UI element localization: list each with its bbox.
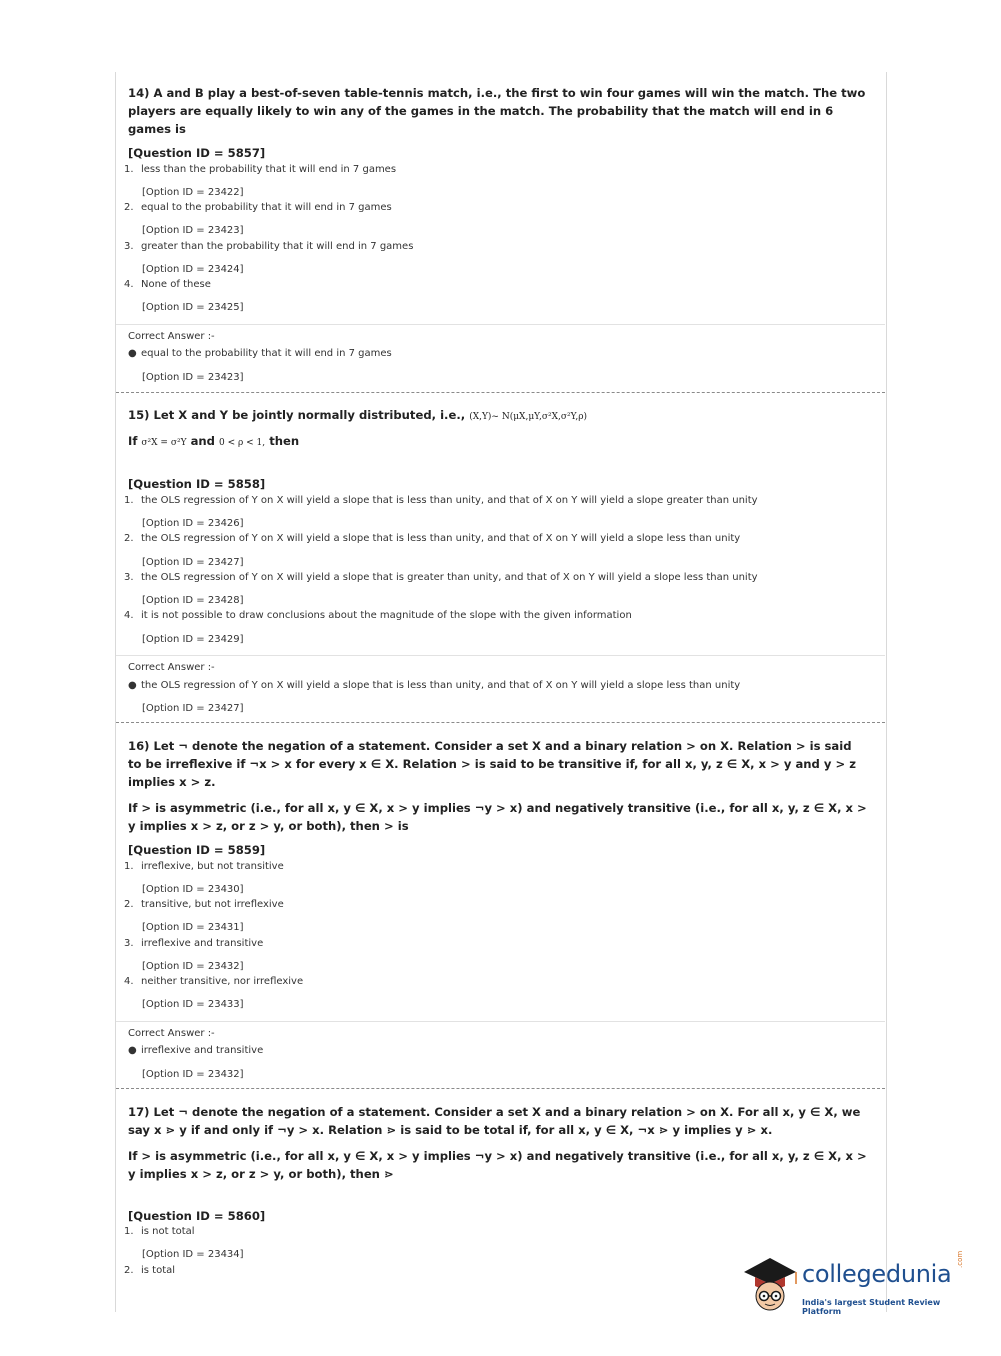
mascot-graduation-cap-icon [740, 1250, 800, 1320]
q16-option-1-id: [Option ID = 23430] [142, 884, 244, 895]
logo-dotcom: .com [956, 1250, 964, 1268]
q17-option-1[interactable]: 1. is not total [124, 1226, 195, 1237]
collegedunia-logo[interactable] [740, 1250, 980, 1322]
q17-option-1-id: [Option ID = 23434] [142, 1249, 244, 1260]
q14-option-3-id: [Option ID = 23424] [142, 264, 244, 275]
q15-option-2[interactable]: 2. the OLS regression of Y on X will yield a slope that is less than unity, and that of X on Y will yield a slope less than unity [124, 533, 741, 544]
q15-option-2-id: [Option ID = 23427] [142, 557, 244, 568]
q16-option-1[interactable]: 1. irreflexive, but not transitive [124, 861, 284, 872]
question-16-id: [Question ID = 5859] [128, 843, 266, 857]
q16-option-2-id: [Option ID = 23431] [142, 922, 244, 933]
question-14-stem: 14) A and B play a best-of-seven table-tennis match, i.e., the first to win four games will win the match. The two players are equally likely to win any of the games in the match. The probability that the match will end in 6 games is [128, 86, 866, 136]
q14-option-2-id: [Option ID = 23423] [142, 225, 244, 236]
q16-correct-label: Correct Answer :- [128, 1028, 215, 1039]
q14-option-3[interactable]: 3. greater than the probability that it will end in 7 games [124, 241, 414, 252]
q14-option-1[interactable]: 1. less than the probability that it will end in 7 games [124, 164, 397, 175]
q14-correct-answer: ● equal to the probability that it will end in 7 games [128, 348, 392, 359]
q15-distribution-formula: (X,Y)~ N(μX,μY,σ²X,σ²Y,ρ) [469, 412, 588, 422]
q15-option-1-id: [Option ID = 23426] [142, 518, 244, 529]
divider [116, 655, 885, 656]
q15-option-4-id: [Option ID = 23429] [142, 634, 244, 645]
q17-option-2[interactable]: 2. is total [124, 1265, 176, 1276]
question-15-stem: 15) Let X and Y be jointly normally distributed, i.e., (X,Y)~ N(μX,μY,σ²X,σ²Y,ρ) If σ²X = σ²Y and 0 < ρ < 1, then [128, 408, 588, 448]
logo-tagline: India's largest Student Review Platform [802, 1298, 941, 1316]
q15-rho-condition: 0 < ρ < 1, [219, 438, 266, 448]
divider [116, 324, 885, 325]
q16-option-2[interactable]: 2. transitive, but not irreflexive [124, 899, 284, 910]
q14-correct-option-id: [Option ID = 23423] [142, 372, 244, 383]
q16-option-3[interactable]: 3. irreflexive and transitive [124, 938, 264, 949]
question-17-id: [Question ID = 5860] [128, 1209, 266, 1223]
question-15-id: [Question ID = 5858] [128, 477, 266, 491]
question-separator [116, 392, 885, 393]
q16-option-3-id: [Option ID = 23432] [142, 961, 244, 972]
q14-correct-label: Correct Answer :- [128, 331, 215, 342]
question-14-id: [Question ID = 5857] [128, 146, 266, 160]
q15-option-4[interactable]: 4. it is not possible to draw conclusions about the magnitude of the slope with the given information [124, 610, 632, 621]
q15-option-3[interactable]: 3. the OLS regression of Y on X will yield a slope that is greater than unity, and that of X on Y will yield a slope less than unity [124, 572, 758, 583]
divider [116, 1021, 885, 1022]
q16-correct-option-id: [Option ID = 23432] [142, 1069, 244, 1080]
q15-correct-answer: ● the OLS regression of Y on X will yield a slope that is less than unity, and that of X on Y will yield a slope less than unity [128, 680, 741, 691]
question-separator [116, 1088, 885, 1089]
q14-option-2[interactable]: 2. equal to the probability that it will end in 7 games [124, 202, 392, 213]
q15-correct-option-id: [Option ID = 23427] [142, 703, 244, 714]
q15-correct-label: Correct Answer :- [128, 662, 215, 673]
q16-option-4-id: [Option ID = 23433] [142, 999, 244, 1010]
q14-option-1-id: [Option ID = 23422] [142, 187, 244, 198]
logo-wordmark: collegedunia [802, 1260, 952, 1288]
question-separator [116, 722, 885, 723]
q15-variance-condition: σ²X = σ²Y [141, 438, 187, 448]
q14-option-4[interactable]: 4. None of these [124, 279, 211, 290]
q15-option-1[interactable]: 1. the OLS regression of Y on X will yield a slope that is less than unity, and that of X on Y will yield a slope greater than unity [124, 495, 758, 506]
question-17-stem: 17) Let ¬ denote the negation of a statement. Consider a set X and a binary relation > on X. For all x, y ∈ X, we say x ⋗ y if and only if ¬y > x. Relation ⋗ is said to be total if, for all x, y ∈ X, ¬x ⋗ y implies y ⋗ x. If > is asymmetric (i.e., for all x, y ∈ X, x > y implies ¬y > x) and negatively transitive (i.e., for all x, y, z ∈ X, x > y implies x > z, or z > y, or both), then ⋗ [128, 1105, 867, 1181]
q14-option-4-id: [Option ID = 23425] [142, 302, 244, 313]
question-16-stem: 16) Let ¬ denote the negation of a statement. Consider a set X and a binary relation > on X. Relation > is said to be irreflexive if ¬x > x for every x ∈ X. Relation > is said to be transitive if, for all x, y, z ∈ X, x > y and y > z implies x > z. If > is asymmetric (i.e., for all x, y ∈ X, x > y implies ¬y > x) and negatively transitive (i.e., for all x, y, z ∈ X, x > y implies x > z, or z > y, or both), then > is [128, 739, 867, 833]
q16-correct-answer: ● irreflexive and transitive [128, 1045, 264, 1056]
q15-option-3-id: [Option ID = 23428] [142, 595, 244, 606]
q16-option-4[interactable]: 4. neither transitive, nor irreflexive [124, 976, 304, 987]
